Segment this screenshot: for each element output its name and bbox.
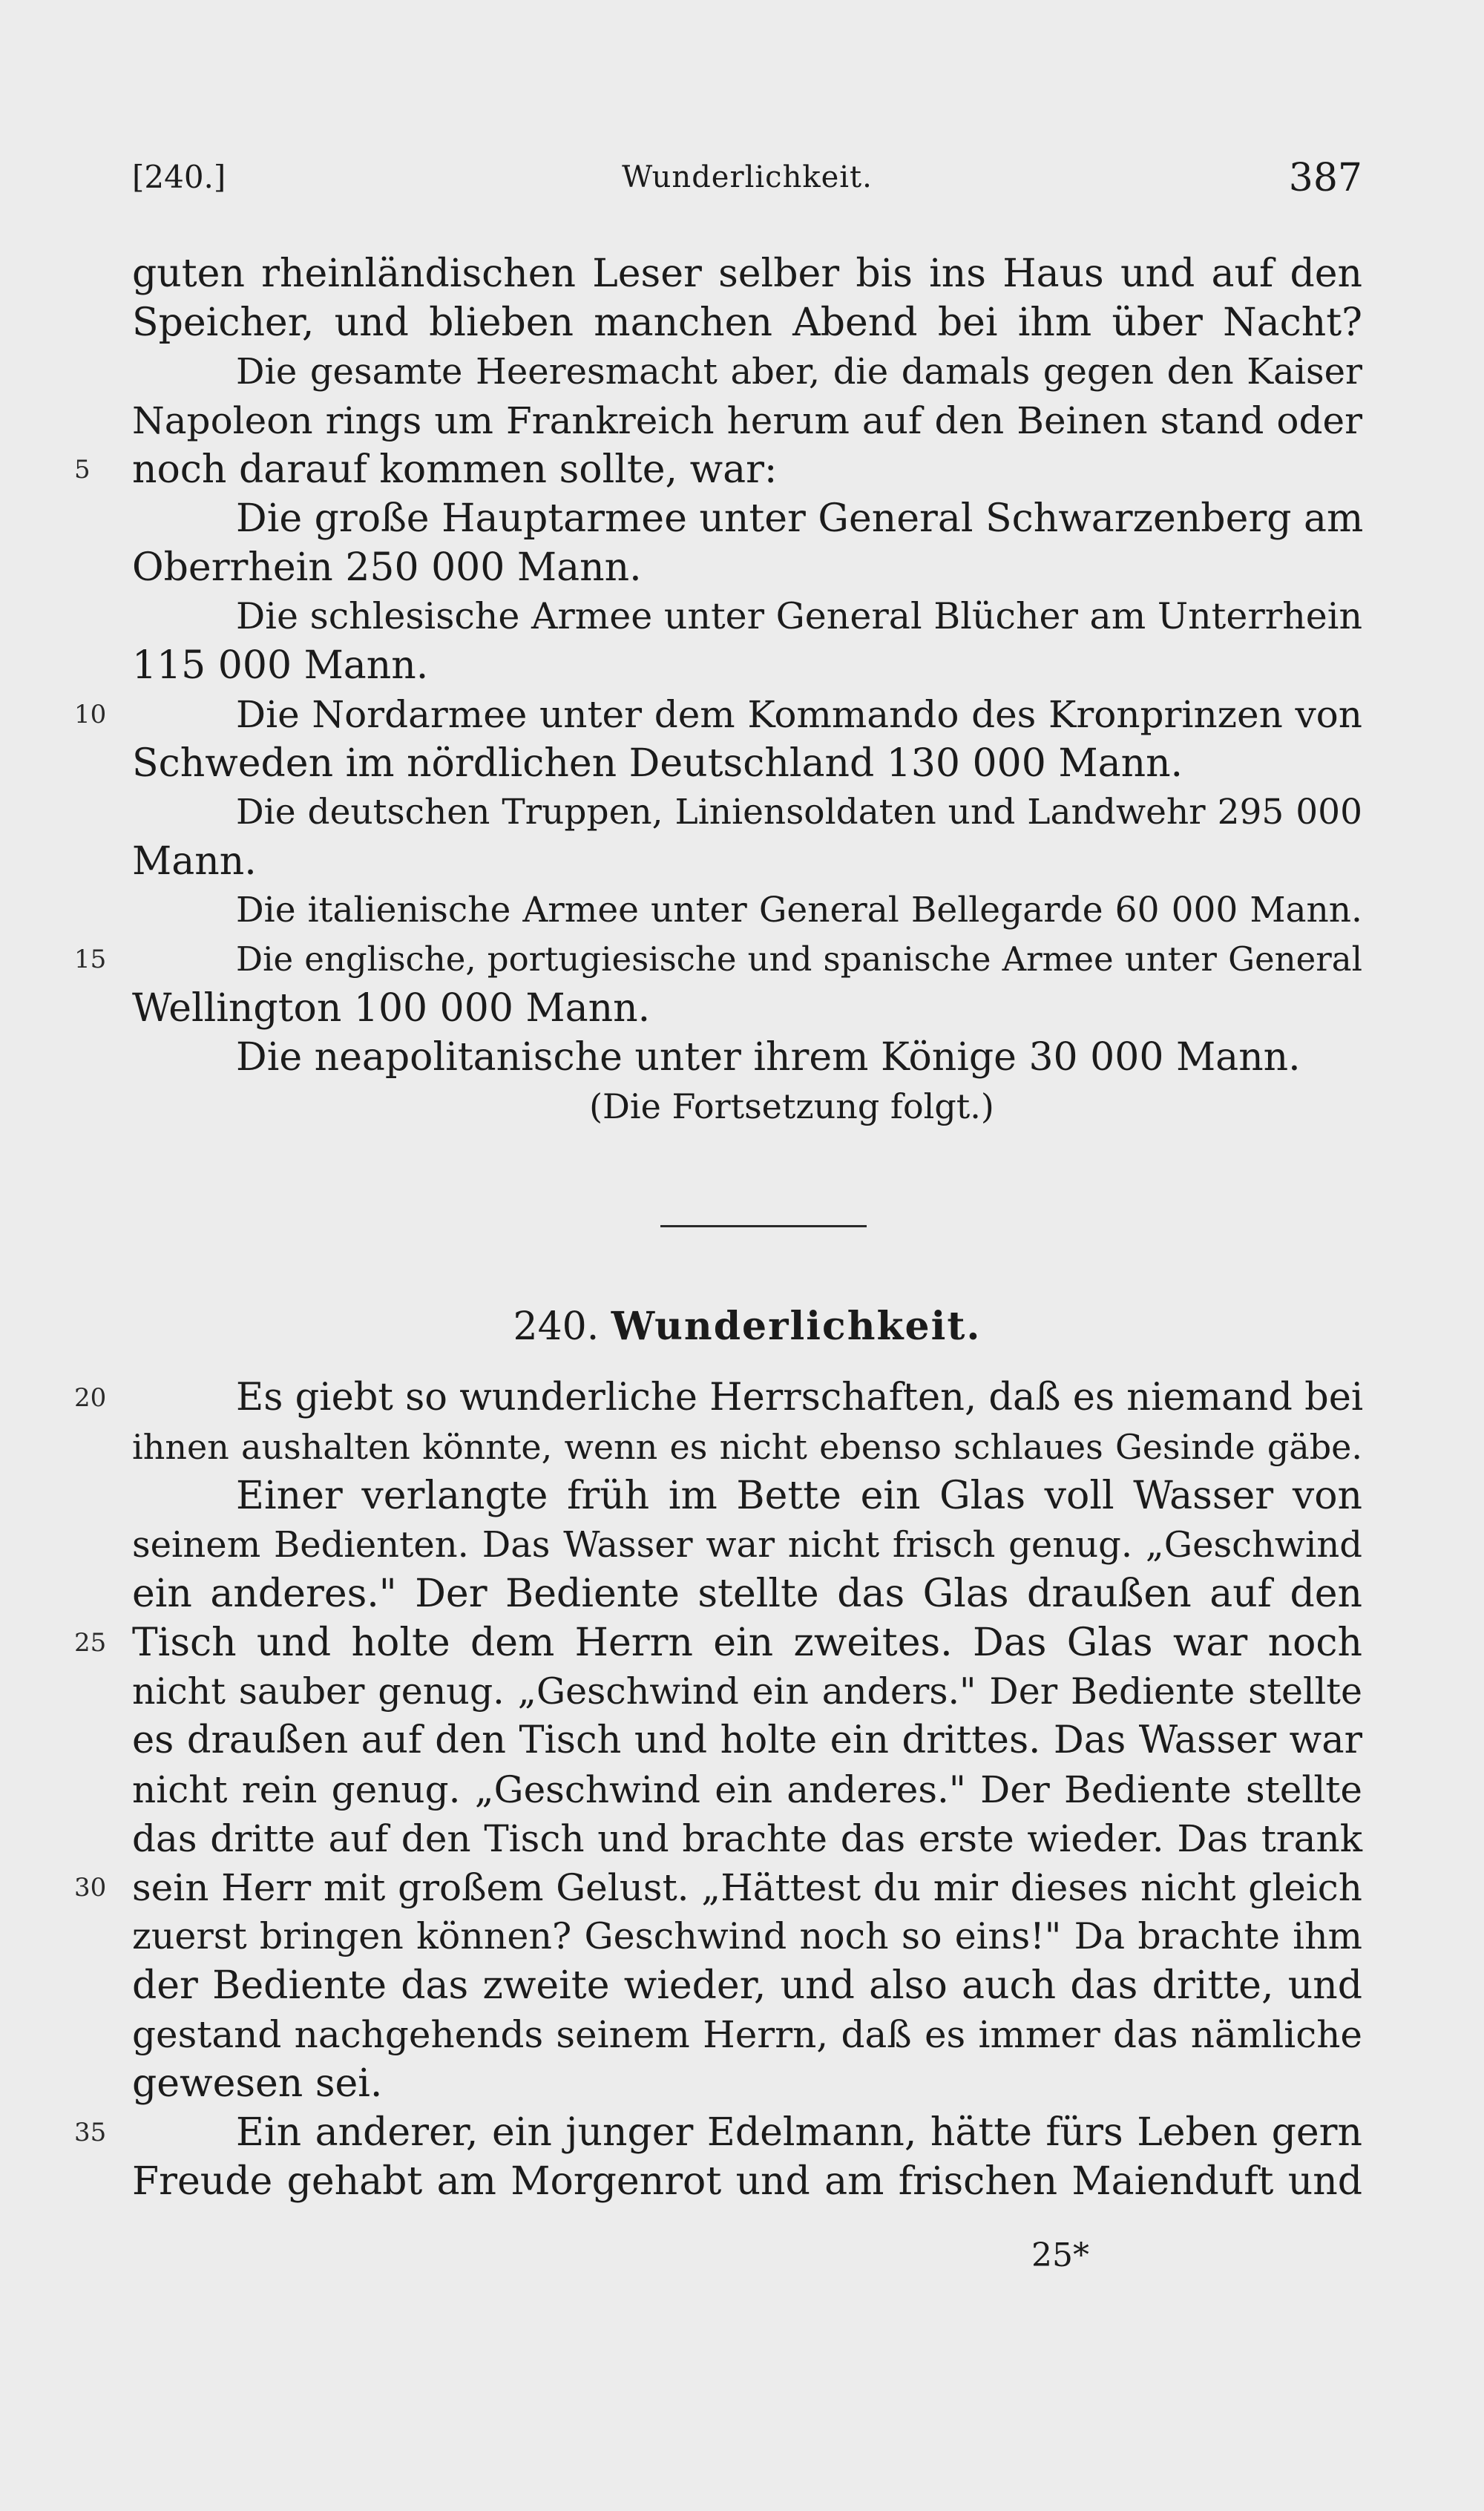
text-line: es draußen auf den Tisch und holte ein drittes. Das Wasser war [132,1719,1362,1762]
continuation-note: (Die Fortsetzung folgt.) [589,1086,994,1126]
section-number: 240. [513,1304,600,1349]
text-line: Einer verlangte früh im Bette ein Glas voll Wasser von [236,1474,1362,1518]
text-line: sein Herr mit großem Gelust. „Hättest du mir dieses nicht gleich [132,1866,1362,1909]
text-line: zuerst bringen können? Geschwind noch so eins!" Da brachte ihm [132,1915,1362,1957]
text-line: Die englische, portugiesische und spanische Armee unter General [236,939,1362,979]
line-number: 5 [74,455,91,485]
section-divider [660,1225,867,1227]
text-line: Die Nordarmee unter dem Kommando des Kronprinzen von [236,693,1362,736]
text-line: Die deutschen Truppen, Liniensoldaten und Landwehr 295 000 [236,792,1362,833]
line-number: 25 [74,1628,107,1658]
section-title: Wunderlichkeit. [611,1304,982,1349]
line-number: 35 [74,2118,107,2147]
text-line: Ein anderer, ein junger Edelmann, hätte fürs Leben gern [236,2110,1362,2155]
running-header [132,156,1362,211]
section-reference: [240.] [132,159,226,195]
text-line: guten rheinländischen Leser selber bis ins Haus und auf den [132,252,1362,296]
text-line: Speicher, und blieben manchen Abend bei ihm über Nacht? [132,301,1362,345]
text-line: seinem Bedienten. Das Wasser war nicht frisch genug. „Geschwind [132,1524,1362,1566]
text-line: Die italienische Armee unter General Bellegarde 60 000 Mann. [236,890,1362,930]
text-line: Es giebt so wunderliche Herrschaften, daß es niemand bei [236,1376,1364,1419]
text-line: nicht sauber genug. „Geschwind ein anders." Der Bediente stellte [132,1670,1362,1713]
text-line: ihnen aushalten könnte, wenn es nicht ebenso schlaues Gesinde gäbe. [132,1427,1362,1467]
line-number: 30 [74,1873,107,1903]
text-line: noch darauf kommen sollte, war: [132,447,778,492]
text-line: Die gesamte Heeresmacht aber, die damals gegen den Kaiser [236,351,1362,393]
text-line: Die schlesische Armee unter General Blücher am Unterrhein [236,595,1362,637]
section-heading [132,1302,1362,1351]
text-line: Die neapolitanische unter ihrem Könige 30 000 Mann. [236,1035,1301,1080]
text-line: Freude gehabt am Morgenrot und am frischen Maienduft und [132,2159,1362,2204]
text-line: gewesen sei. [132,2061,383,2106]
text-line: Die große Hauptarmee unter General Schwarzenberg am [236,496,1364,541]
line-number: 20 [74,1383,107,1413]
page-number: 387 [1288,156,1362,200]
text-line: ein anderes." Der Bediente stellte das Glas draußen auf den [132,1572,1362,1616]
text-line: 115 000 Mann. [132,643,429,688]
text-line: Tisch und holte dem Herrn ein zweites. Das Glas war noch [132,1621,1362,1665]
running-title: Wunderlichkeit. [622,160,873,194]
text-line: das dritte auf den Tisch und brachte das erste wieder. Das trank [132,1817,1362,1860]
text-line: der Bediente das zweite wieder, und also auch das dritte, und [132,1963,1362,2008]
text-line: Oberrhein 250 000 Mann. [132,545,642,590]
text-line: Wellington 100 000 Mann. [132,986,651,1031]
line-number: 10 [74,700,107,729]
text-line: Mann. [132,839,257,884]
text-line: Napoleon rings um Frankreich herum auf den Beinen stand oder [132,399,1362,442]
text-line: Schweden im nördlichen Deutschland 130 000 Mann. [132,741,1183,786]
text-line: gestand nachgehends seinem Herrn, daß es immer das nämliche [132,2013,1362,2056]
signature-mark: 25* [1031,2236,1089,2274]
line-number: 15 [74,945,107,974]
text-line: nicht rein genug. „Geschwind ein anderes." Der Bediente stellte [132,1768,1362,1811]
